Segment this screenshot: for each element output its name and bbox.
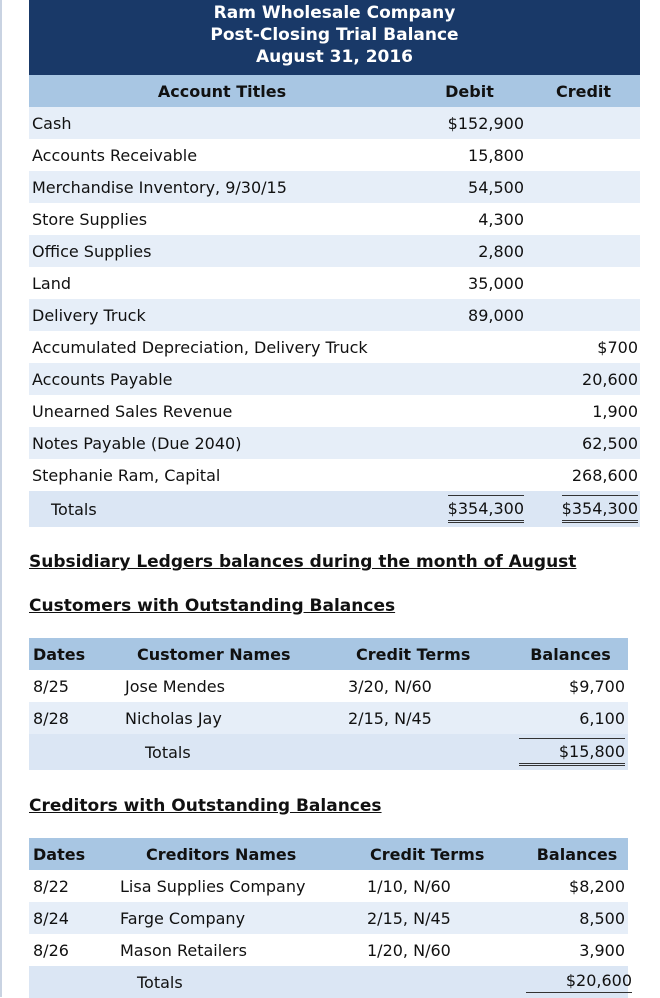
credit-terms-header: Credit Terms xyxy=(370,844,485,864)
account-title: Accumulated Depreciation, Delivery Truck xyxy=(32,337,368,357)
subsidiary-ledgers-heading: Subsidiary Ledgers balances during the month of August xyxy=(29,552,577,572)
debit-header: Debit xyxy=(445,81,494,101)
credit-header: Credit xyxy=(555,81,612,101)
table-row xyxy=(29,702,628,734)
creditors-total: $20,600 xyxy=(526,971,632,993)
debit-value: 35,000 xyxy=(468,273,524,293)
table-row xyxy=(29,107,640,139)
name-cell: Lisa Supplies Company xyxy=(120,876,306,896)
table-row xyxy=(29,902,628,934)
debit-value: 54,500 xyxy=(468,177,524,197)
customers-total: $15,800 xyxy=(519,738,625,766)
totals-row xyxy=(29,966,632,998)
balance-cell: $9,700 xyxy=(569,676,625,696)
date-cell: 8/24 xyxy=(33,908,69,928)
credit-value: 20,600 xyxy=(582,369,638,389)
name-cell: Nicholas Jay xyxy=(125,708,222,728)
account-title: Store Supplies xyxy=(32,209,148,229)
balance-cell: 8,500 xyxy=(579,908,625,928)
credit-value: 62,500 xyxy=(582,433,638,453)
terms-cell: 2/15, N/45 xyxy=(348,708,432,728)
account-title: Accounts Payable xyxy=(32,369,173,389)
debit-total: $354,300 xyxy=(448,495,524,523)
creditor-names-header: Creditors Names xyxy=(146,844,297,864)
company-name: Ram Wholesale Company xyxy=(213,3,456,23)
debit-value: 4,300 xyxy=(478,209,524,229)
table-row xyxy=(29,670,628,702)
account-title: Merchandise Inventory, 9/30/15 xyxy=(32,177,287,197)
debit-value: $152,900 xyxy=(447,113,524,133)
dates-header: Dates xyxy=(33,844,86,864)
table-row xyxy=(29,395,640,427)
credit-value: $700 xyxy=(597,337,638,357)
credit-value: 1,900 xyxy=(592,401,638,421)
terms-cell: 2/15, N/45 xyxy=(367,908,451,928)
table-row xyxy=(29,934,628,966)
column-header-row xyxy=(29,75,640,107)
account-title: Delivery Truck xyxy=(32,305,146,325)
creditors-heading: Creditors with Outstanding Balances xyxy=(29,796,382,816)
balance-cell: 3,900 xyxy=(579,940,625,960)
totals-label: Totals xyxy=(145,742,191,762)
left-page-rule xyxy=(0,0,2,997)
totals-label: Totals xyxy=(51,499,97,519)
terms-cell: 1/20, N/60 xyxy=(367,940,451,960)
table-row xyxy=(29,363,640,395)
table-row xyxy=(29,299,640,331)
totals-label: Totals xyxy=(137,972,183,992)
table-row xyxy=(29,459,640,491)
balances-header: Balances xyxy=(530,644,611,664)
terms-cell: 1/10, N/60 xyxy=(367,876,451,896)
account-title: Stephanie Ram, Capital xyxy=(32,465,221,485)
dates-header: Dates xyxy=(33,644,86,664)
debit-value: 2,800 xyxy=(478,241,524,261)
table-row xyxy=(29,139,640,171)
account-title: Cash xyxy=(32,113,72,133)
credit-terms-header: Credit Terms xyxy=(356,644,471,664)
account-title: Accounts Receivable xyxy=(32,145,198,165)
totals-row xyxy=(29,491,640,527)
account-title: Unearned Sales Revenue xyxy=(32,401,233,421)
name-cell: Mason Retailers xyxy=(120,940,247,960)
customer-names-header: Customer Names xyxy=(137,644,291,664)
balance-cell: 6,100 xyxy=(579,708,625,728)
name-cell: Farge Company xyxy=(120,908,246,928)
balance-cell: $8,200 xyxy=(569,876,625,896)
credit-total: $354,300 xyxy=(562,495,638,523)
trial-balance-table xyxy=(29,0,640,527)
totals-row xyxy=(29,734,628,770)
terms-cell: 3/20, N/60 xyxy=(348,676,432,696)
customers-header-row xyxy=(29,638,628,670)
report-date: August 31, 2016 xyxy=(255,47,414,67)
creditors-header-row xyxy=(29,838,628,870)
date-cell: 8/22 xyxy=(33,876,69,896)
table-row xyxy=(29,427,640,459)
customers-table xyxy=(29,638,628,770)
table-row xyxy=(29,203,640,235)
table-row xyxy=(29,331,640,363)
account-title: Notes Payable (Due 2040) xyxy=(32,433,242,453)
table-row xyxy=(29,171,640,203)
table-row xyxy=(29,235,640,267)
date-cell: 8/28 xyxy=(33,708,69,728)
balances-header: Balances xyxy=(536,844,618,864)
date-cell: 8/26 xyxy=(33,940,69,960)
date-cell: 8/25 xyxy=(33,676,69,696)
trial-balance-header xyxy=(29,0,640,75)
creditors-table xyxy=(29,838,632,998)
name-cell: Jose Mendes xyxy=(125,676,225,696)
credit-value: 268,600 xyxy=(571,465,638,485)
account-title: Office Supplies xyxy=(32,241,152,261)
customers-heading: Customers with Outstanding Balances xyxy=(29,596,396,616)
report-title: Post-Closing Trial Balance xyxy=(210,25,459,45)
debit-value: 89,000 xyxy=(468,305,524,325)
table-row xyxy=(29,267,640,299)
account-titles-header: Account Titles xyxy=(157,81,287,101)
table-row xyxy=(29,870,628,902)
account-title: Land xyxy=(32,273,72,293)
debit-value: 15,800 xyxy=(468,145,524,165)
